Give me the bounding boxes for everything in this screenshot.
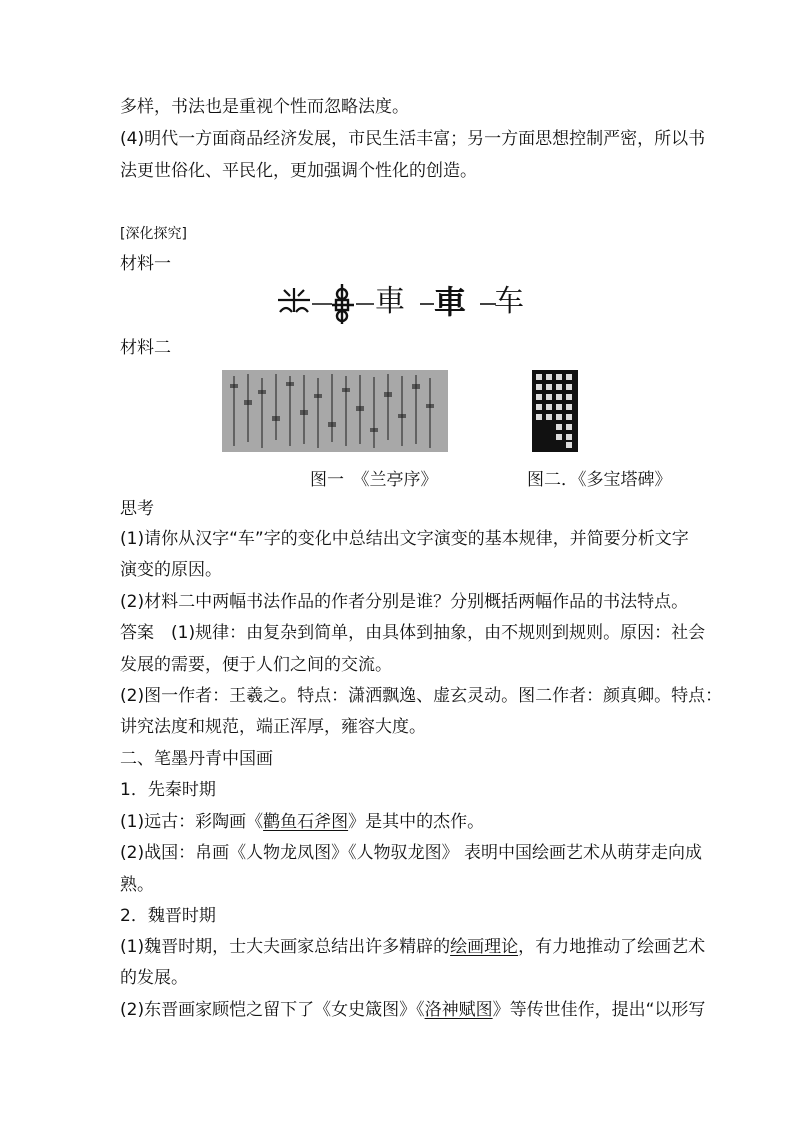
text-line: 法更世俗化、平民化，更加强调个性化的创造。 [120,161,477,181]
section-title: 二、笔墨丹青中国画 [120,749,273,769]
text-span: ，有力地推动了绘画艺术 [518,937,706,957]
material-label: 材料一 [120,254,171,274]
simplified-char: 车 [494,284,524,319]
answer-line: 答案 (1)规律：由复杂到简单，由具体到抽象，由不规则到规则。原因：社会 [120,623,706,643]
text-line [120,998,705,1022]
material-label: 材料二 [120,338,171,358]
question-line: 演变的原因。 [120,560,222,580]
underlined-term: 鹳鱼石斧图 [263,812,349,832]
section-heading: [深化探究] [120,226,187,242]
underlined-term: 绘画理论 [450,937,519,957]
answer-line: 发展的需要，便于人们之间的交流。 [120,655,392,675]
text-line: 熟。 [120,875,154,895]
text-span: (1)魏晋时期，士大夫画家总结出许多精辟的 [120,937,451,957]
text-span: 》是其中的杰作。 [348,812,485,832]
text-span: 》等传世佳作，提出“以形写 [492,1000,706,1020]
question-line: (2)材料二中两幅书法作品的作者分别是谁？分别概括两幅作品的书法特点。 [120,592,689,612]
answer-line: (2)图一作者：王羲之。特点：潇洒飘逸、虚玄灵动。图二作者：颜真卿。特点： [120,686,723,706]
underlined-term: 洛神赋图 [424,1000,493,1020]
question-line: (1)请你从汉字“车”字的变化中总结出文字演变的基本规律，并简要分析文字 [120,529,689,549]
bronze-glyph [332,284,354,324]
clerical-char: 車 [434,283,467,321]
text-line: (2)战国：帛画《人物龙凤图》《人物驭龙图》 表明中国绘画艺术从萌芽走向成 [120,843,702,863]
text-line [120,935,705,959]
oracle-glyph [278,288,310,312]
text-line [120,810,484,834]
text-line: 的发展。 [120,968,188,988]
duobaota-image [532,370,578,452]
text-line: 多样，书法也是重视个性而忽略法度。 [120,97,409,117]
lantingxu-image [222,370,448,452]
subsection-title: 2．魏晋时期 [120,906,216,926]
text-line: (4)明代一方面商品经济发展，市民生活丰富；另一方面思想控制严密，所以书 [120,129,706,149]
text-line: 思考 [120,499,154,519]
text-span: (2)东晋画家顾恺之留下了《女史箴图》《 [120,1000,425,1020]
figure-caption-2: 图二．《多宝塔碑》 [527,470,672,490]
text-span: (1)远古：彩陶画《 [120,812,264,832]
seal-char: 車 [375,284,405,319]
answer-line: 讲究法度和规范，端正浑厚，雍容大度。 [120,717,426,737]
subsection-title: 1．先秦时期 [120,780,216,800]
figure-caption-1: 图一 《兰亭序》 [310,470,438,490]
